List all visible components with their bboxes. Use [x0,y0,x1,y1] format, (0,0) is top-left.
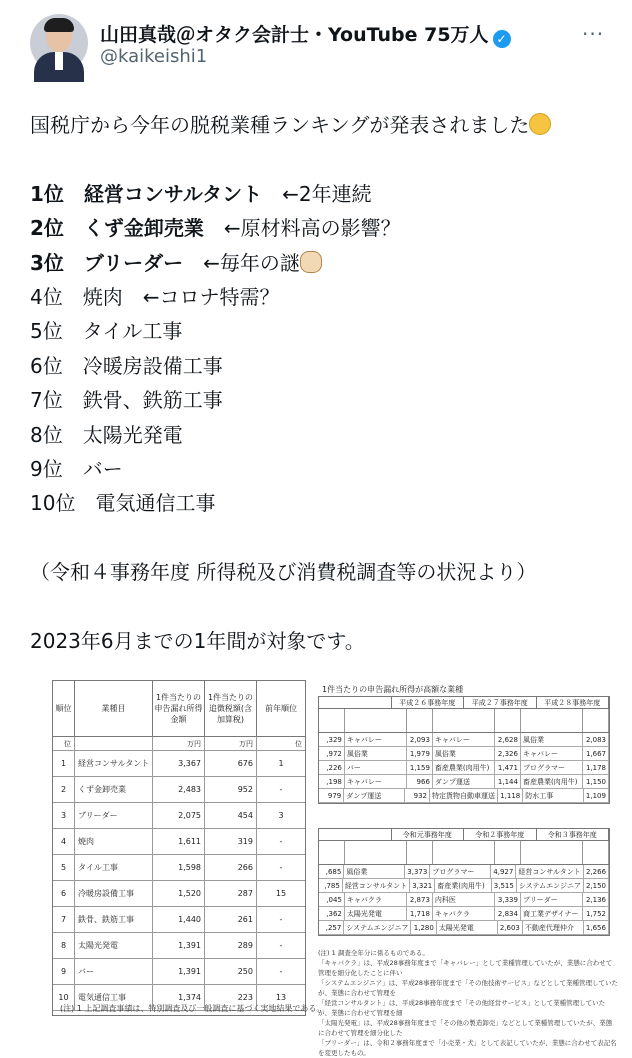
cell-rank: 10 [53,985,75,1010]
cell-industry: ブリーダー [75,803,153,828]
ranking-rank: 8位 [30,422,63,447]
history-cell: ,972 [319,747,345,760]
cell-industry: 鉄骨、鉄筋工事 [75,907,153,932]
history-cell: プログラマー [430,865,491,878]
cell-tax: 454 [205,803,257,828]
column-header-cell [521,841,583,864]
unit-industry [75,737,153,750]
history-cell: 2,083 [583,733,609,746]
blank-line [30,521,620,555]
cell-tax: 266 [205,855,257,880]
cell-prev-rank: - [279,863,283,872]
cell-tax: 250 [205,959,257,984]
history-cell: 不動産代理仲介 [523,921,584,934]
source-note: （令和４事務年度 所得税及び消費税調査等の状況より） [30,560,537,585]
history-cell: プログラマー [521,761,583,774]
history-note-line: 「ブリーダー」は、令和２事務年度まで「小売業・犬」として表記していたが、業態に合わせて表記名を変更したもの。 [318,1039,617,1057]
history-cell: ,685 [319,865,344,878]
ranking-industry: 冷暖房設備工事 [82,353,223,378]
cell-income: 1,520 [153,881,205,906]
year-header-row [319,829,609,841]
cell-income: 3,367 [153,751,205,776]
cell-industry: 経営コンサルタント [75,751,153,776]
unit-tax: 万円 [205,737,257,750]
history-cell: 2,136 [583,893,609,906]
ranking-industry: タイル工事 [82,319,183,344]
ranking-item [30,280,620,314]
author-handle[interactable]: @kaikeishi1 [100,46,208,67]
ranking-item [30,177,620,211]
history-cell: ブリーダー [521,893,583,906]
history-row [319,907,609,921]
cell-rank: 3 [53,803,75,828]
cell-prev-rank: - [279,837,283,846]
verified-badge-icon: ✓ [493,30,511,48]
cell-prev-rank: - [279,941,283,950]
cell-tax: 676 [205,751,257,776]
year-header-partial [319,697,392,708]
history-cell: キャバレー [433,733,495,746]
ranking-note: ←毎年の謎 [203,250,300,275]
ranking-rank: 1位 [30,181,64,206]
cell-prev-rank: 13 [275,993,287,1002]
history-cell: 風俗業 [345,747,407,760]
cell-prev-rank: 15 [275,889,287,898]
history-cell: 4,927 [491,865,516,878]
cell-prev-rank: 1 [278,759,284,768]
history-cell: キャバレー [521,747,583,760]
year-header: 平成２６事務年度 [392,697,465,708]
ranking-rank: 2位 [30,216,64,241]
history-cell: 966 [407,775,433,788]
author-name[interactable] [100,20,511,48]
history-cell: 2,150 [584,879,609,892]
ranking-rank: 3位 [30,250,64,275]
ranking-item [30,486,620,520]
ranking-item [30,418,620,452]
header-industry: 業種目 [75,681,153,736]
cell-income: 1,440 [153,907,205,932]
ranking-item [30,314,620,348]
history-cell: 畜産農業(肉用牛) [433,761,495,774]
history-cell: 経営コンサルタント [516,865,583,878]
table-body [53,751,305,1011]
history-cell: キャバクラ [345,893,407,906]
header-tax: 1件当たりの追徴税額(含加算税) [205,681,257,736]
history-cell: 1,752 [583,907,609,920]
ranking-industry: バー [82,456,123,481]
history-row [319,775,609,789]
history-cell: 2,834 [495,907,521,920]
cell-rank: 2 [53,777,75,802]
table-footnote: (注) 1 上記調査事績は、特別調査及び一般調査に基づく実地結果である。 [60,1004,325,1013]
history-cell: 3,321 [410,879,435,892]
history-cell: 風俗業 [521,733,583,746]
ranking-rank: 10位 [30,491,76,516]
table-row [53,829,305,855]
cell-industry: タイル工事 [75,855,153,880]
history-cell: 3,515 [492,879,517,892]
history-cell: 太陽光発電 [345,907,407,920]
monocle-face-emoji-icon [529,113,551,135]
cell-industry: バー [75,959,153,984]
right-table-title: 1件当たりの申告漏れ所得が高額な業種 [322,685,464,694]
history-cell: キャバレー [345,775,407,788]
cell-industry: 冷暖房設備工事 [75,881,153,906]
history-cell: ,785 [319,879,343,892]
table-header [53,681,305,737]
history-row [319,789,609,803]
cell-tax: 952 [205,777,257,802]
tweet-text [30,108,620,658]
column-header-cell [407,841,433,864]
cell-rank: 4 [53,829,75,854]
table-row [53,881,305,907]
ranking-note: ←原材料高の影響？ [223,216,401,241]
cell-industry: 焼肉 [75,829,153,854]
history-row [319,865,609,879]
cell-income: 1,391 [153,959,205,984]
cell-tax: 289 [205,933,257,958]
history-cell: 特定貨物自動車運送 [430,789,498,802]
cell-industry: 太陽光発電 [75,933,153,958]
history-cell: 1,178 [583,761,609,774]
history-cell: ,329 [319,733,345,746]
column-header-cell [319,709,345,732]
history-cell: 1,144 [495,775,521,788]
column-header-cell [521,709,583,732]
column-header-cell [583,841,609,864]
column-header-cell [319,841,345,864]
ranking-item [30,246,620,280]
history-cell: 2,093 [407,733,433,746]
table-row [53,803,305,829]
history-note-line: 「システムエンジニア」は、平成28事務年度まで「その他技術サービス」などとして業種管理していたが、業態に合わせて管理を [318,979,618,997]
history-cell: 太陽光発電 [437,921,498,934]
history-cell: 防水工事 [523,789,583,802]
history-cell: 2,628 [495,733,521,746]
year-header-row [319,697,609,709]
history-note-line: 「太陽光発電」は、平成28事務年度まで「その他の製造卸売」などとして業種管理していたが、業態に合わせて管理を細分化した [318,1019,613,1037]
table-row [53,959,305,985]
cell-prev-rank: - [279,785,283,794]
table-row [53,855,305,881]
header-income: 1件当たりの申告漏れ所得金額 [153,681,205,736]
avatar[interactable] [30,14,88,72]
cell-tax: 319 [205,829,257,854]
history-row [319,879,609,893]
history-cell: システムエンジニア [344,921,411,934]
history-cell: 1,656 [584,921,609,934]
ranking-industry: ブリーダー [83,250,184,275]
history-cell: 畜産業(肉用牛) [435,879,492,892]
cell-prev-rank: - [279,915,283,924]
cell-rank: 7 [53,907,75,932]
unit-prev-rank: 位 [295,739,302,748]
cell-industry: くず金卸売業 [75,777,153,802]
history-cell: 3,339 [495,893,521,906]
history-cell: 1,280 [411,921,436,934]
cell-rank: 8 [53,933,75,958]
year-header: 平成２８事務年度 [537,697,610,708]
column-header-cell [433,709,495,732]
ranking-list [30,177,620,521]
history-cell: 2,603 [498,921,523,934]
history-cell: 2,326 [495,747,521,760]
history-cell: 1,109 [584,789,609,802]
ranking-rank: 9位 [30,456,63,481]
author-name-text[interactable]: 山田真哉＠オタク会計士・YouTube 75万人 [100,24,489,46]
history-cell: 商工業デザイナー [521,907,583,920]
column-header-cell [583,709,609,732]
cell-rank: 9 [53,959,75,984]
cell-prev-rank: 3 [278,811,284,820]
unit-row [53,737,305,751]
column-header-row [319,841,609,865]
tweet-header [0,0,632,90]
column-header-cell [495,841,521,864]
cell-income: 1,391 [153,933,205,958]
more-options-icon[interactable]: ··· [582,22,605,46]
ranking-item [30,383,620,417]
history-cell: 2,873 [407,893,433,906]
history-table-bottom[interactable] [318,828,610,936]
history-cell: ,362 [319,907,345,920]
cell-prev-rank: - [279,967,283,976]
header-rank: 順位 [53,681,75,736]
history-cell: キャバクラ [433,907,495,920]
history-cell: 1,159 [407,761,433,774]
column-header-cell [407,709,433,732]
history-cell: 1,150 [583,775,609,788]
cell-tax: 261 [205,907,257,932]
history-note-line: (注) 1 調査全年分に係るものである。 [318,949,429,957]
year-header: 令和３事務年度 [537,829,610,840]
cell-tax: 287 [205,881,257,906]
cell-tax: 223 [205,985,257,1010]
table-row [53,907,305,933]
history-row [319,761,609,775]
cell-income: 2,075 [153,803,205,828]
column-header-cell [345,841,407,864]
tweet-intro [30,108,620,142]
ranking-industry: 電気通信工事 [95,491,216,516]
history-note-line: 「経営コンサルタント」は、平成28事務年度まで「その他経営サービス」として業種管理していたが、業態に合わせて管理を細 [318,999,606,1017]
unit-rank: 位 [53,737,75,750]
ranking-industry: 焼肉 [82,284,123,309]
ranking-item [30,349,620,383]
cell-rank: 5 [53,855,75,880]
cell-income: 1,374 [153,985,205,1010]
history-cell: 932 [405,789,430,802]
unit-income: 万円 [153,737,205,750]
ranking-rank: 5位 [30,319,63,344]
blank-line [30,589,620,623]
period-note: 2023年6月までの1年間が対象です。 [30,628,365,653]
ranking-industry: 経営コンサルタント [83,181,263,206]
history-cell: バー [345,761,407,774]
ranking-rank: 6位 [30,353,63,378]
column-header-row [319,709,609,733]
history-cell: 1,667 [583,747,609,760]
history-row [319,893,609,907]
history-cell: 畜産農業(肉用牛) [521,775,583,788]
cell-rank: 1 [53,751,75,776]
history-cell: ダンプ運送 [344,789,404,802]
history-note-line: 「キャバクラ」は、平成28事務年度まで「キャバレー」として業種管理していたが、業態に合わせて管理を細分化したことに伴い [318,959,613,977]
tweet-intro-text: 国税庁から今年の脱税業種ランキングが発表されました [30,113,530,137]
history-cell: 979 [319,789,344,802]
history-cell: システムエンジニア [517,879,584,892]
history-row [319,733,609,747]
history-cell: 1,118 [498,789,523,802]
ranking-industry: 鉄骨、鉄筋工事 [82,388,223,413]
history-cell: ,226 [319,761,345,774]
column-header-cell [433,841,495,864]
history-cell: 1,471 [495,761,521,774]
dog-face-emoji-icon [300,251,322,273]
column-header-cell [345,709,407,732]
table-row [53,933,305,959]
ranking-note: ←コロナ特需？ [142,284,280,309]
ranking-rank: 7位 [30,388,63,413]
cell-income: 2,483 [153,777,205,802]
history-cell: 1,979 [407,747,433,760]
ranking-item [30,211,620,245]
history-cell: ,045 [319,893,345,906]
year-header: 令和２事務年度 [464,829,537,840]
history-notes [318,948,618,1058]
cell-industry: 電気通信工事 [75,985,153,1010]
column-header-cell [495,709,521,732]
history-cell: ,198 [319,775,345,788]
history-cell: 風俗業 [433,747,495,760]
ranking-note: ←2年連続 [282,181,372,206]
cell-rank: 6 [53,881,75,906]
ranking-table-image[interactable] [52,680,306,1016]
history-row [319,747,609,761]
ranking-industry: 太陽光発電 [82,422,183,447]
history-cell: 2,266 [584,865,609,878]
history-row [319,921,609,935]
history-cell: 1,718 [407,907,433,920]
history-cell: キャバレー [345,733,407,746]
ranking-item [30,452,620,486]
avatar-hair [44,18,74,32]
history-cell: 経営コンサルタント [343,879,410,892]
table-row [53,777,305,803]
table-row [53,751,305,777]
history-cell: ダンプ運送 [433,775,495,788]
history-cell: 内科医 [433,893,495,906]
ranking-industry: くず金卸売業 [83,216,204,241]
history-cell: 3,373 [405,865,430,878]
blank-line [30,142,620,176]
avatar-shirt [55,52,63,70]
ranking-rank: 4位 [30,284,63,309]
history-cell: ,257 [319,921,344,934]
cell-income: 1,598 [153,855,205,880]
year-header: 令和元事務年度 [392,829,465,840]
header-prev-rank: 前年順位 [265,704,297,713]
history-cell: 風俗業 [344,865,405,878]
year-header-partial [319,829,392,840]
year-header: 平成２７事務年度 [464,697,537,708]
cell-income: 1,611 [153,829,205,854]
history-table-top[interactable] [318,696,610,804]
